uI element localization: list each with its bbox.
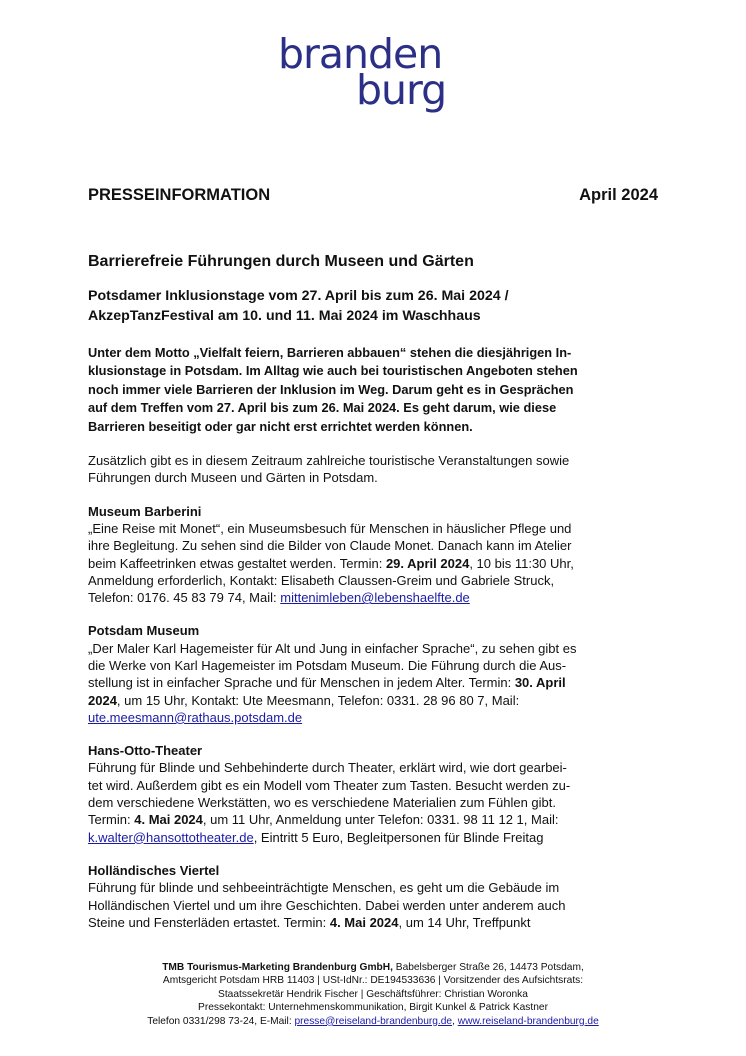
section-line: ihre Begleitung. Zu sehen sind die Bilder von Claude Monet. Danach kann im Atelier xyxy=(88,538,572,554)
company-address: Babelsberger Straße 26, 14473 Potsdam, xyxy=(392,962,584,973)
footer-line xyxy=(80,961,666,974)
email-link[interactable]: k.walter@hansottotheater.de xyxy=(88,829,254,845)
website-link[interactable]: www.reiseland-brandenburg.de xyxy=(457,1015,599,1027)
press-info-label: PRESSEINFORMATION xyxy=(88,186,271,204)
text: , 10 bis 11:30 Uhr, xyxy=(469,555,574,571)
section-line: „Eine Reise mit Monet“, ein Museumsbesuch für Menschen in häuslicher Pflege und xyxy=(88,520,572,536)
logo-line-2: burg xyxy=(356,66,447,114)
text: , um 11 Uhr, Anmeldung unter Telefon: 0331. 98 11 12 1, Mail: xyxy=(202,812,559,828)
section-hollaendisches-viertel xyxy=(88,862,660,931)
text: Telefon 0331/298 73-24, E-Mail: xyxy=(147,1015,295,1027)
text: beim Kaffeetrinken etwas gestaltet werden. Termin: xyxy=(88,555,386,571)
section-museum-barberini xyxy=(88,503,660,607)
company-name: TMB Tourismus-Marketing Brandenburg GmbH, xyxy=(162,962,393,973)
subheadline-line: AkzepTanzFestival am 10. und 11. Mai 2024 im Waschhaus xyxy=(88,308,481,324)
document-header xyxy=(88,186,658,208)
section-line xyxy=(88,709,660,726)
press-email-link[interactable]: presse@reiseland-brandenburg.de xyxy=(294,1015,453,1027)
footer-line xyxy=(80,1015,666,1028)
section-line: Anmeldung erforderlich, Kontakt: Elisabeth Claussen-Greim und Gabriele Struck, xyxy=(88,572,555,588)
lead-line: klusionstage in Potsdam. Im Alltag wie auch bei touristischen Angeboten stehen xyxy=(88,363,578,379)
text: stellung ist in einfacher Sprache und für Menschen in jedem Alter. Termin: xyxy=(88,675,515,691)
text: , um 14 Uhr, Treffpunkt xyxy=(398,914,531,930)
section-line: die Werke von Karl Hagemeister im Potsdam Museum. Die Führung durch die Aus- xyxy=(88,658,567,673)
section-line: „Der Maler Karl Hagemeister für Alt und Jung in einfacher Sprache“, zu sehen gibt es xyxy=(88,640,577,656)
text: Telefon: 0176. 45 83 79 74, Mail: xyxy=(88,590,281,606)
section-line xyxy=(88,589,660,606)
text: , xyxy=(452,1015,458,1027)
section-line xyxy=(88,555,660,572)
date-highlight: 2024 xyxy=(88,692,117,708)
subheadline xyxy=(88,286,660,326)
section-heading: Holländisches Viertel xyxy=(88,862,220,878)
section-line xyxy=(88,914,660,931)
section-line xyxy=(88,692,660,709)
press-release-body xyxy=(88,252,660,947)
intro-line: Zusätzlich gibt es in diesem Zeitraum zahlreiche touristische Veranstaltungen sowie xyxy=(88,453,570,469)
text: , um 15 Uhr, Kontakt: Ute Meesmann, Telefon: 0331. 28 96 80 7, Mail: xyxy=(116,692,520,708)
lead-line: auf dem Treffen vom 27. April bis zum 26. Mai 2024. Es geht darum, wie diese xyxy=(88,400,557,416)
section-line: tet wird. Außerdem gibt es ein Modell vom Theater zum Tasten. Besucht werden zu- xyxy=(88,777,571,793)
section-line: Führung für Blinde und Sehbehinderte durch Theater, erklärt wird, wie dort gearbei- xyxy=(88,760,567,776)
section-heading: Museum Barberini xyxy=(88,503,202,519)
footer-line: Staatssekretär Hendrik Fischer | Geschäftsführer: Christian Woronka xyxy=(218,988,528,1000)
lead-paragraph xyxy=(88,344,660,436)
lead-line: Unter dem Motto „Vielfalt feiern, Barrieren abbauen“ stehen die diesjährigen In- xyxy=(88,345,572,360)
date-highlight: 30. April xyxy=(514,675,566,691)
intro-paragraph xyxy=(88,452,660,487)
lead-line: noch immer viele Barrieren der Inklusion im Weg. Darum geht es in Gesprächen xyxy=(88,381,574,397)
date-highlight: 29. April 2024 xyxy=(385,555,470,571)
date-highlight: 4. Mai 2024 xyxy=(134,812,203,828)
text: Steine und Fensterläden ertastet. Termin: xyxy=(88,914,330,930)
subheadline-line: Potsdamer Inklusionstage vom 27. April bis zum 26. Mai 2024 / xyxy=(88,288,509,304)
lead-line: Barrieren beseitigt oder gar nicht erst errichtet werden können. xyxy=(88,418,473,434)
section-line: dem verschiedene Werkstätten, wo es verschiedene Materialien zum Fühlen gibt. xyxy=(88,795,556,811)
text: , Eintritt 5 Euro, Begleitpersonen für Blinde Freitag xyxy=(253,829,544,845)
headline: Barrierefreie Führungen durch Museen und Gärten xyxy=(88,253,474,270)
email-link[interactable]: mittenimleben@lebenshaelfte.de xyxy=(280,590,470,606)
section-line xyxy=(88,811,660,828)
footer-line: Pressekontakt: Unternehmenskommunikation, Birgit Kunkel & Patrick Kastner xyxy=(198,1002,548,1014)
section-hans-otto-theater xyxy=(88,742,660,846)
footer-line: Amtsgericht Potsdam HRB 11403 | USt-IdNr.: DE194533636 | Vorsitzender des Aufsichtsrats: xyxy=(162,975,584,987)
section-heading: Hans-Otto-Theater xyxy=(88,743,203,759)
email-link[interactable]: ute.meesmann@rathaus.potsdam.de xyxy=(88,709,303,725)
date-highlight: 4. Mai 2024 xyxy=(329,914,399,930)
intro-line: Führungen durch Museen und Gärten in Potsdam. xyxy=(88,470,378,486)
text: Termin: xyxy=(88,812,135,828)
date-label: April 2024 xyxy=(579,186,658,204)
section-line xyxy=(88,674,660,691)
section-line: Führung für blinde und sehbeeinträchtigte Menschen, es geht um die Gebäude im xyxy=(88,880,560,896)
section-line: Holländischen Viertel und um ihre Geschichten. Dabei werden unter anderem auch xyxy=(88,897,566,913)
page-footer xyxy=(80,961,666,1028)
brandenburg-logo xyxy=(278,30,468,120)
section-line xyxy=(88,829,660,846)
section-potsdam-museum xyxy=(88,622,660,726)
logo-line-1: branden xyxy=(278,30,443,78)
section-heading: Potsdam Museum xyxy=(88,623,200,639)
